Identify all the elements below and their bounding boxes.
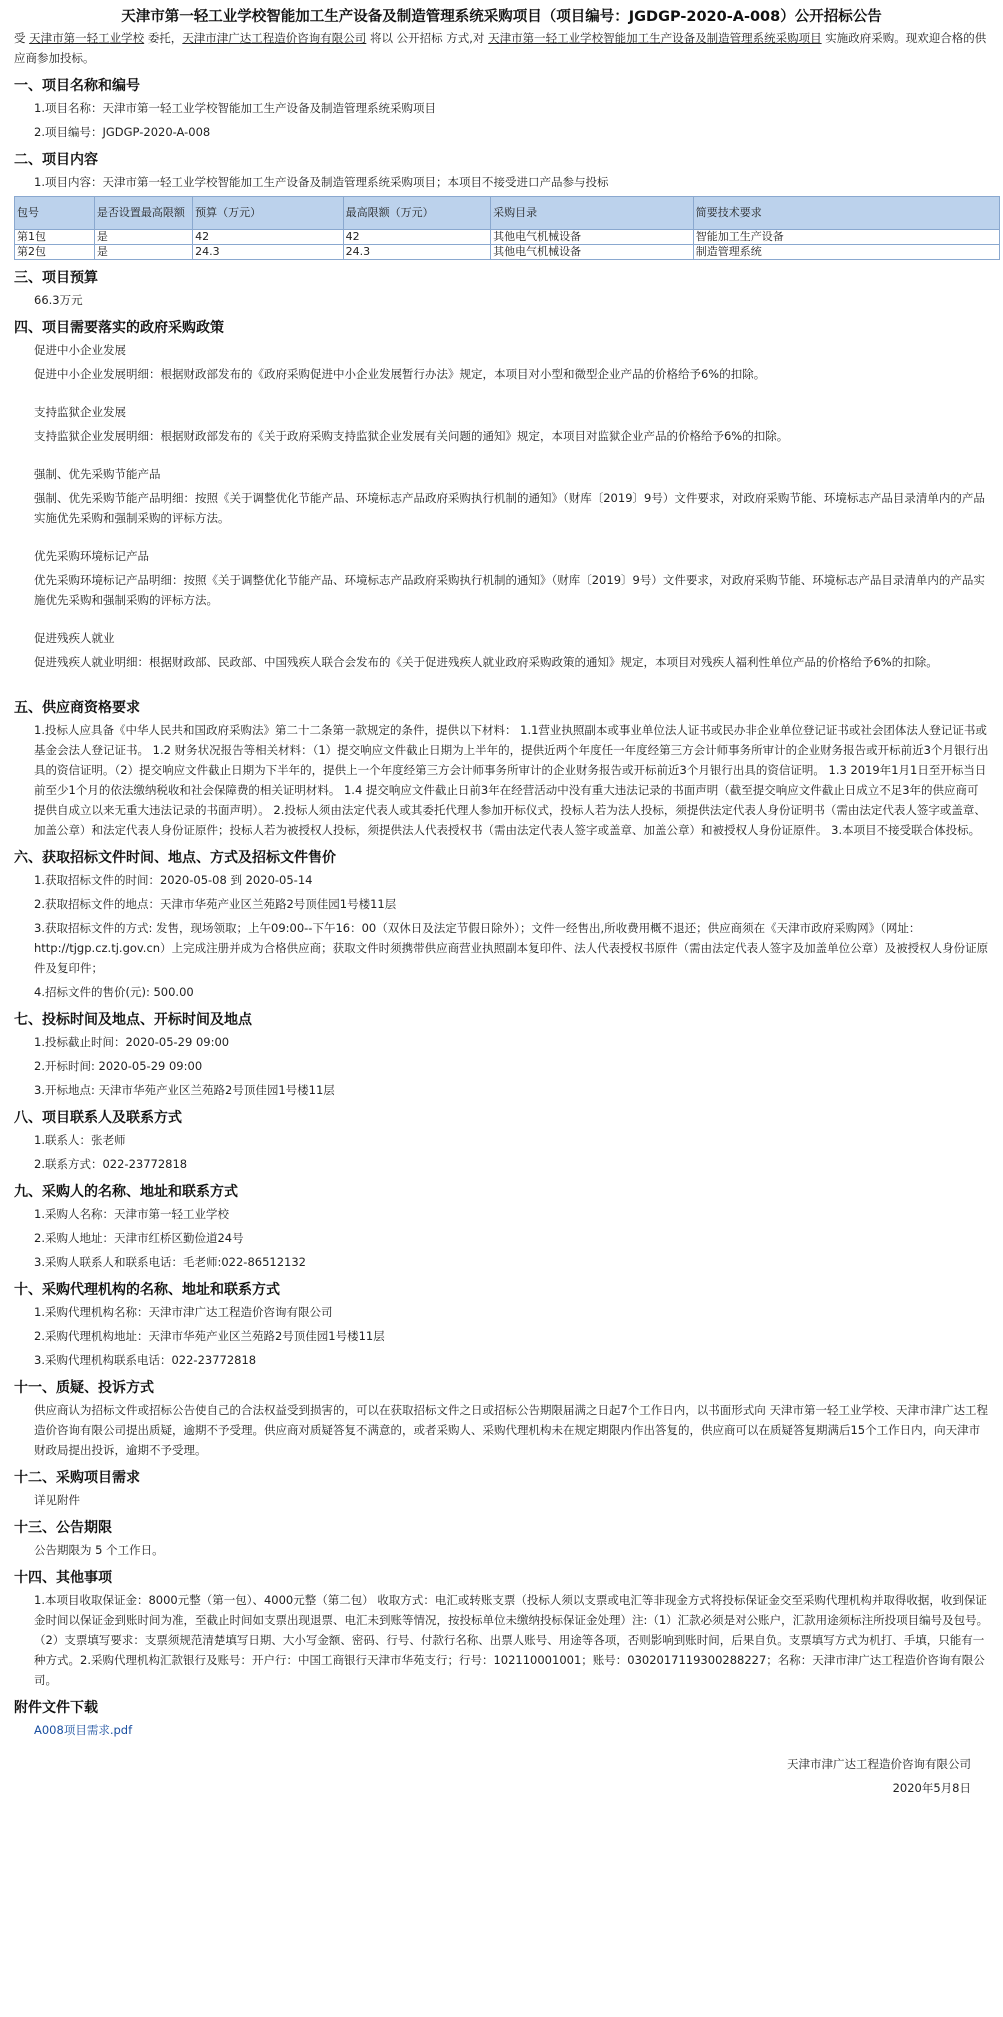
budget-value: 66.3万元 [34,293,83,307]
column-header: 预算（万元） [193,197,344,230]
buyer-name: 天津市第一轻工业学校 [29,31,145,45]
intro-text: 委托， [147,31,183,45]
policy-detail: 促进中小企业发展明细：根据财政部发布的《政府采购促进中小企业发展暂行办法》规定，本项目对小型和微型企业产品的价格给予6%的扣除。 [34,367,766,381]
section-heading: 四、项目需要落实的政府采购政策 [14,320,224,336]
procurement-method: 公开招标 [396,31,443,45]
section-heading: 十一、质疑、投诉方式 [14,1380,154,1396]
info-line: 1.采购人名称：天津市第一轻工业学校 [34,1207,229,1221]
notice-period-text: 公告期限为 5 个工作日。 [34,1543,164,1557]
project-name-line: 1.项目名称：天津市第一轻工业学校智能加工生产设备及制造管理系统采购项目 [34,101,436,115]
attachment-link[interactable]: A008项目需求.pdf [34,1723,133,1737]
other-matters-text: 1.本项目收取保证金：8000元整（第一包）、4000元整（第二包） 收取方式：电汇或转账支票（投标人须以支票或电汇等非现金方式将投标保证金交至采购代理机构并取得收据，收到保证金时间以保证金到账时间为准，至截止时间如支票出现退票、电汇未到账等情况，按投标单位未缴纳投标保证金处理）注:（1）汇款必须是对公账户，汇款用途须标注所投项目编号及包号。（2）支票填写要求：支票须规范清楚填写日期、大小写金额、密码、行号、付款行名称、出票人账号、用途等各项，否则影响到账时间，后果自负。支票填写方式为机打、手填，只能有一种方式。2.采购代理机构汇款银行及账号：开户行：中国工商银行天津市华苑支行；行号：102110001001；账号：0302017119300288227；名称：天津市津广达工程造价咨询有限公司。 [34,1593,989,1687]
signature-block [14,1752,971,1800]
signature-org: 天津市津广达工程造价咨询有限公司 [787,1757,971,1771]
info-line: 2.采购人地址：天津市红桥区勤俭道24号 [34,1231,244,1245]
table-cell: 是 [94,230,192,245]
policy-name: 促进残疾人就业 [34,631,115,645]
table-cell: 第1包 [15,230,95,245]
section-heading: 七、投标时间及地点、开标时间及地点 [14,1012,252,1028]
attachments-heading: 附件文件下载 [14,1700,98,1716]
qualification-text: 1.投标人应具备《中华人民共和国政府采购法》第二十二条第一款规定的条件，提供以下材料： 1.1营业执照副本或事业单位法人证书或民办非企业单位登记证书或社会团体法人登记证书或基金会法人登记证书。 1.2 财务状况报告等相关材料：（1）提交响应文件截止日期为上半年的，提供近两个年度任一年度经第三方会计师事务所审计的企业财务报告或开标前近3个月银行出具的资信证明。（2）提交响应文件截止日期为下半年的，提供上一个年度经第三方会计师事务所审计的企业财务报告或开标前近3个月银行出具的资信证明。 1.3 2019年1月1日至开标当日前至少1个月的依法缴纳税收和社会保障费的相关证明材料。 1.4 提交响应文件截止日前3年在经营活动中没有重大违法记录的书面声明（截至提交响应文件截止日成立不足3年的供应商可提供自成立以来无重大违法记录的书面声明）。 2.投标人须由法定代表人或其委托代理人参加开标仪式，投标人若为法人投标，须提供法定代表人身份证明书（需由法定代表人签字或盖章、加盖公章）和法定代表人身份证原件；投标人若为被授权人投标，须提供法人代表授权书（需由法定代表人签字或盖章、加盖公章）和被授权人身份证原件。 3.本项目不接受联合体投标。 [34,723,989,837]
info-line: 1.采购代理机构名称：天津市津广达工程造价咨询有限公司 [34,1305,333,1319]
info-line: 2.开标时间: 2020-05-29 09:00 [34,1059,203,1073]
section-heading: 二、项目内容 [14,152,98,168]
table-header-row [15,197,1000,230]
info-line: 4.招标文件的售价(元): 500.00 [34,985,194,999]
table-cell: 42 [343,230,490,245]
section-heading: 九、采购人的名称、地址和联系方式 [14,1184,238,1200]
policy-detail: 促进残疾人就业明细：根据财政部、民政部、中国残疾人联合会发布的《关于促进残疾人就业政府采购政策的通知》规定，本项目对残疾人福利性单位产品的价格给予6%的扣除。 [34,655,938,669]
table-cell: 24.3 [343,245,490,260]
policy-detail: 支持监狱企业发展明细：根据财政部发布的《关于政府采购支持监狱企业发展有关问题的通知》规定，本项目对监狱企业产品的价格给予6%的扣除。 [34,429,789,443]
policy-name: 强制、优先采购节能产品 [34,467,161,481]
section-heading: 三、项目预算 [14,270,98,286]
project-name: 天津市第一轻工业学校智能加工生产设备及制造管理系统采购项目 [488,31,822,45]
intro-text: 实施政府采购。现欢迎合格的供应商参加投标。 [14,31,987,65]
project-number-line: 2.项目编号：JGDGP-2020-A-008 [34,125,211,139]
info-line: 1.联系人：张老师 [34,1133,126,1147]
table-cell: 其他电气机械设备 [491,245,694,260]
table-cell: 制造管理系统 [693,245,999,260]
table-row [15,245,1000,260]
announcement-page [0,6,1003,2017]
intro-text: 受 [14,31,26,45]
info-line: 3.采购人联系人和联系电话：毛老师:022-86512132 [34,1255,306,1269]
page-title: 天津市第一轻工业学校智能加工生产设备及制造管理系统采购项目（项目编号：JGDGP-2020-A-008）公开招标公告 [121,9,882,25]
policy-detail: 强制、优先采购节能产品明细：按照《关于调整优化节能产品、环境标志产品政府采购执行机制的通知》（财库〔2019〕9号）文件要求，对政府采购节能、环境标志产品目录清单内的产品实施优先采购和强制采购的评标方法。 [34,491,985,525]
section-heading: 六、获取招标文件时间、地点、方式及招标文件售价 [14,850,336,866]
policy-name: 促进中小企业发展 [34,343,126,357]
info-line: 2.采购代理机构地址：天津市华苑产业区兰苑路2号顶佳园1号楼11层 [34,1329,385,1343]
column-header: 包号 [15,197,95,230]
info-line: 3.获取招标文件的方式: 发售，现场领取；上午09:00--下午16：00（双休日及法定节假日除外）；文件一经售出,所收费用概不退还；供应商须在《天津市政府采购网》（网址：http://tjgp.cz.tj.gov.cn）上完成注册并成为合格供应商；获取文件时须携带供应商营业执照副本复印件、法人代表授权书原件（需由法定代表人签字及加盖单位公章）及被授权人身份证原件及复印件； [34,921,989,975]
policy-name: 支持监狱企业发展 [34,405,126,419]
info-line: 2.联系方式：022-23772818 [34,1157,188,1171]
info-line: 1.获取招标文件的时间：2020-05-08 到 2020-05-14 [34,873,313,887]
section-heading: 八、项目联系人及联系方式 [14,1110,182,1126]
section-heading: 十二、采购项目需求 [14,1470,140,1486]
agency-name: 天津市津广达工程造价咨询有限公司 [182,31,367,45]
table-cell: 第2包 [15,245,95,260]
info-line: 3.采购代理机构联系电话：022-23772818 [34,1353,257,1367]
complaint-text: 供应商认为招标文件或招标公告使自己的合法权益受到损害的，可以在获取招标文件之日或招标公告期限届满之日起7个工作日内，以书面形式向 天津市第一轻工业学校、天津市津广达工程造价咨询有限公司提出质疑，逾期不予受理。供应商对质疑答复不满意的，或者采购人、采购代理机构未在规定期限内作出答复的，供应商可以在质疑答复期满后15个工作日内，向天津市财政局提出投诉，逾期不予受理。 [34,1403,988,1457]
info-line: 3.开标地点: 天津市华苑产业区兰苑路2号顶佳园1号楼11层 [34,1083,335,1097]
intro-text: 方式,对 [446,31,485,45]
table-cell: 42 [193,230,344,245]
section-heading: 十三、公告期限 [14,1520,112,1536]
table-cell: 其他电气机械设备 [491,230,694,245]
info-line: 2.获取招标文件的地点：天津市华苑产业区兰苑路2号顶佳园1号楼11层 [34,897,397,911]
section-heading: 十四、其他事项 [14,1570,112,1586]
table-cell: 24.3 [193,245,344,260]
column-header: 最高限额（万元） [343,197,490,230]
table-cell: 智能加工生产设备 [693,230,999,245]
info-line: 1.投标截止时间：2020-05-29 09:00 [34,1035,230,1049]
column-header: 采购目录 [491,197,694,230]
policy-name: 优先采购环境标记产品 [34,549,149,563]
signature-date: 2020年5月8日 [892,1781,971,1795]
intro-text: 将以 [369,31,393,45]
section-heading: 五、供应商资格要求 [14,700,140,716]
table-cell: 是 [94,245,192,260]
column-header: 是否设置最高限额 [94,197,192,230]
policy-detail: 优先采购环境标记产品明细：按照《关于调整优化节能产品、环境标志产品政府采购执行机制的通知》（财库〔2019〕9号）文件要求，对政府采购节能、环境标志产品目录清单内的产品实施优先采购和强制采购的评标方法。 [34,573,985,607]
section-heading: 一、项目名称和编号 [14,78,140,94]
table-row [15,230,1000,245]
section-heading: 十、采购代理机构的名称、地址和联系方式 [14,1282,280,1298]
project-content-line: 1.项目内容：天津市第一轻工业学校智能加工生产设备及制造管理系统采购项目；本项目不接受进口产品参与投标 [34,175,609,189]
requirements-text: 详见附件 [34,1493,80,1507]
package-table [14,196,1000,260]
column-header: 简要技术要求 [693,197,999,230]
intro-paragraph [14,28,989,68]
